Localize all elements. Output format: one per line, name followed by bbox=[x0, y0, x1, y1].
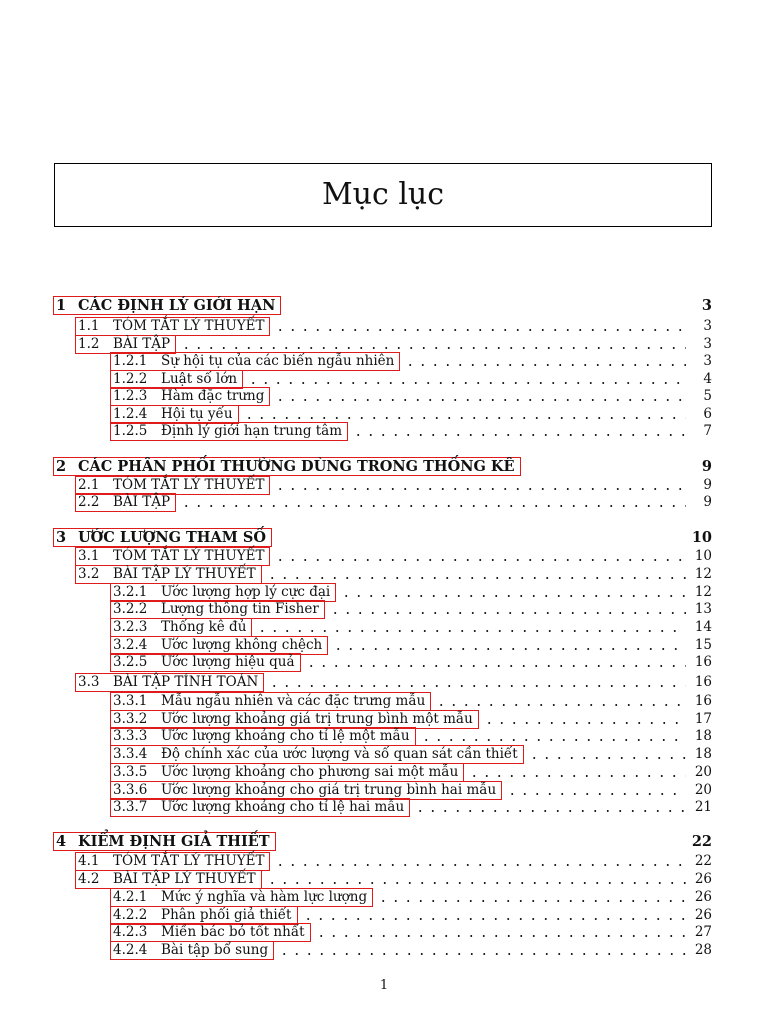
page-number: 1 bbox=[379, 978, 389, 993]
toc-entry-page: 16 bbox=[694, 674, 712, 690]
toc-entry[interactable] bbox=[0, 653, 768, 671]
toc-entry-title: Mức ý nghĩa và hàm lực lượng bbox=[161, 889, 368, 905]
toc-entry-number: 4.1 bbox=[78, 853, 100, 869]
dot-leader bbox=[274, 559, 686, 561]
dot-leader bbox=[506, 793, 686, 795]
dot-leader bbox=[305, 665, 686, 667]
dot-leader bbox=[243, 417, 686, 419]
toc-entry[interactable] bbox=[0, 370, 768, 388]
toc-entry-number: 4.2.3 bbox=[113, 924, 148, 940]
toc-entry-page: 26 bbox=[694, 889, 712, 905]
toc-entry-number: 1.2.3 bbox=[113, 388, 148, 404]
toc-entry[interactable] bbox=[0, 296, 768, 314]
toc-entry[interactable] bbox=[0, 798, 768, 816]
toc-entry-page: 6 bbox=[703, 406, 712, 422]
toc-entry-number: 3.3.5 bbox=[113, 764, 148, 780]
toc-entry-number: 3.1 bbox=[78, 548, 100, 564]
toc-entry-title: Sự hội tụ của các biến ngẫu nhiên bbox=[161, 353, 395, 369]
toc-entry[interactable] bbox=[0, 781, 768, 799]
toc-entry[interactable] bbox=[0, 692, 768, 710]
toc-entry-title: Ước lượng không chệch bbox=[161, 637, 323, 653]
toc-entry-page: 12 bbox=[694, 566, 712, 582]
toc-entry-number: 3.2.4 bbox=[113, 637, 148, 653]
toc-entry-page: 14 bbox=[694, 619, 712, 635]
dot-leader bbox=[377, 900, 686, 902]
toc-entry-number: 1 bbox=[56, 297, 67, 314]
dot-leader bbox=[302, 918, 686, 920]
toc-entry-page: 22 bbox=[691, 833, 712, 850]
toc-entry-page: 15 bbox=[694, 637, 712, 653]
toc-entry-number: 3.2.1 bbox=[113, 584, 148, 600]
toc-entry[interactable] bbox=[0, 763, 768, 781]
toc-entry-title: TÓM TẮT LÝ THUYẾT bbox=[113, 853, 265, 869]
toc-entry-title: CÁC PHÂN PHỐI THƯỜNG DÙNG TRONG THỐNG KÊ bbox=[78, 458, 515, 475]
toc-entry-number: 4.2.4 bbox=[113, 942, 148, 958]
toc-heading: Mục lục bbox=[321, 177, 445, 212]
toc-entry-page: 26 bbox=[694, 871, 712, 887]
toc-entry-title: TÓM TẮT LÝ THUYẾT bbox=[113, 318, 265, 334]
dot-leader bbox=[274, 864, 686, 866]
toc-entry-title: Ước lượng khoảng cho giá trị trung bình hai mẫu bbox=[161, 782, 497, 798]
toc-entry-number: 2.1 bbox=[78, 477, 100, 493]
toc-entry-title: Ước lượng khoảng cho phương sai một mẫu bbox=[161, 764, 459, 780]
toc-entry[interactable] bbox=[0, 317, 768, 335]
toc-entry-title: Độ chính xác của ước lượng và số quan sát cần thiết bbox=[161, 746, 518, 762]
toc-entry[interactable] bbox=[0, 832, 768, 850]
toc-entry[interactable] bbox=[0, 600, 768, 618]
toc-entry-title: Thống kê đủ bbox=[161, 619, 247, 635]
toc-entry[interactable] bbox=[0, 727, 768, 745]
toc-entry[interactable] bbox=[0, 870, 768, 888]
dot-leader bbox=[256, 630, 686, 632]
toc-entry-number: 4.2.2 bbox=[113, 907, 148, 923]
dot-leader bbox=[483, 722, 686, 724]
toc-entry-number: 1.2.4 bbox=[113, 406, 148, 422]
dot-leader bbox=[180, 347, 686, 349]
toc-entry-page: 9 bbox=[701, 458, 712, 475]
toc-entry-number: 3.3.4 bbox=[113, 746, 148, 762]
toc-entry-page: 16 bbox=[694, 693, 712, 709]
dot-leader bbox=[274, 488, 686, 490]
toc-entry[interactable] bbox=[0, 941, 768, 959]
toc-entry-title: ƯỚC LƯỢNG THAM SỐ bbox=[78, 529, 266, 546]
toc-entry-title: TÓM TẮT LÝ THUYẾT bbox=[113, 548, 265, 564]
toc-entry-page: 3 bbox=[703, 353, 712, 369]
toc-entry[interactable] bbox=[0, 493, 768, 511]
toc-entry-page: 22 bbox=[694, 853, 712, 869]
toc-entry-page: 16 bbox=[694, 654, 712, 670]
toc-entry-page: 3 bbox=[703, 336, 712, 352]
toc-entry-page: 3 bbox=[701, 297, 712, 314]
toc-entry-page: 20 bbox=[694, 782, 712, 798]
toc-entry-page: 17 bbox=[694, 711, 712, 727]
dot-leader bbox=[329, 612, 686, 614]
toc-entry-number: 1.2.2 bbox=[113, 371, 148, 387]
toc-entry[interactable] bbox=[0, 673, 768, 691]
toc-entry[interactable] bbox=[0, 636, 768, 654]
toc-entry-title: BÀI TẬP TÍNH TOÁN bbox=[113, 674, 259, 690]
toc-entry-page: 20 bbox=[694, 764, 712, 780]
dot-leader bbox=[180, 505, 686, 507]
toc-entry[interactable] bbox=[0, 618, 768, 636]
toc-entry[interactable] bbox=[0, 405, 768, 423]
dot-leader bbox=[268, 685, 686, 687]
toc-entry-page: 27 bbox=[694, 924, 712, 940]
toc-entry-number: 3.2.3 bbox=[113, 619, 148, 635]
toc-entry-number: 4.2 bbox=[78, 871, 100, 887]
toc-entry-title: Miền bác bỏ tốt nhất bbox=[161, 924, 305, 940]
toc-entry[interactable] bbox=[0, 565, 768, 583]
toc-entry[interactable] bbox=[0, 583, 768, 601]
toc-entry-page: 28 bbox=[694, 942, 712, 958]
toc-entry-number: 1.2.1 bbox=[113, 353, 148, 369]
toc-entry-title: Lượng thông tin Fisher bbox=[161, 601, 319, 617]
toc-entry-page: 10 bbox=[691, 529, 712, 546]
toc-entry-number: 3.3 bbox=[78, 674, 100, 690]
toc-entry[interactable] bbox=[0, 710, 768, 728]
toc-entry-title: Ước lượng hiệu quả bbox=[161, 654, 295, 670]
toc-entry[interactable] bbox=[0, 422, 768, 440]
toc-entry-number: 3.3.6 bbox=[113, 782, 148, 798]
toc-entry-title: Luật số lớn bbox=[161, 371, 238, 387]
toc-entry-title: Hàm đặc trưng bbox=[161, 388, 265, 404]
toc-entry[interactable] bbox=[0, 852, 768, 870]
toc-entry-number: 3.3.2 bbox=[113, 711, 148, 727]
toc-entry-page: 18 bbox=[694, 728, 712, 744]
toc-entry-title: Ước lượng hợp lý cực đại bbox=[161, 584, 331, 600]
toc-entry-title: Định lý giới hạn trung tâm bbox=[161, 423, 343, 439]
dot-leader bbox=[266, 882, 686, 884]
toc-entry-title: Hội tụ yếu bbox=[161, 406, 233, 422]
toc-entry[interactable] bbox=[0, 923, 768, 941]
dot-leader bbox=[274, 329, 686, 331]
dot-leader bbox=[278, 953, 686, 955]
toc-entry-title: BÀI TẬP bbox=[113, 494, 171, 510]
dot-leader bbox=[315, 935, 686, 937]
toc-entry-number: 1.2 bbox=[78, 336, 100, 352]
toc-entry-page: 3 bbox=[703, 318, 712, 334]
toc-entry[interactable] bbox=[0, 387, 768, 405]
toc-entry-title: KIỂM ĐỊNH GIẢ THIẾT bbox=[78, 833, 270, 850]
toc-entry-page: 10 bbox=[694, 548, 712, 564]
toc-entry-number: 1.2.5 bbox=[113, 423, 148, 439]
toc-entry-number: 1.1 bbox=[78, 318, 100, 334]
toc-entry-number: 2 bbox=[56, 458, 67, 475]
dot-leader bbox=[435, 704, 686, 706]
toc-entry-title: Ước lượng khoảng cho tỉ lệ một mẫu bbox=[161, 728, 410, 744]
dot-leader bbox=[414, 810, 686, 812]
toc-entry-title: TÓM TẮT LÝ THUYẾT bbox=[113, 477, 265, 493]
toc-entry-number: 3.2 bbox=[78, 566, 100, 582]
toc-entry-number: 3.2.2 bbox=[113, 601, 148, 617]
toc-entry-number: 4 bbox=[56, 833, 67, 850]
toc-entry-title: Phân phối giả thiết bbox=[161, 907, 292, 923]
toc-entry-number: 3.2.5 bbox=[113, 654, 148, 670]
toc-entry-title: Ước lượng khoảng giá trị trung bình một mẫu bbox=[161, 711, 473, 727]
toc-entry-page: 9 bbox=[703, 477, 712, 493]
toc-entry[interactable] bbox=[0, 528, 768, 546]
dot-leader bbox=[332, 648, 686, 650]
toc-entry-number: 2.2 bbox=[78, 494, 100, 510]
toc-entry-title: BÀI TẬP LÝ THUYẾT bbox=[113, 871, 256, 887]
toc-entry-page: 12 bbox=[694, 584, 712, 600]
toc-entry-title: CÁC ĐỊNH LÝ GIỚI HẠN bbox=[78, 297, 276, 314]
toc-entry[interactable] bbox=[0, 888, 768, 906]
dot-leader bbox=[340, 595, 686, 597]
toc-entry-page: 21 bbox=[694, 799, 712, 815]
dot-leader bbox=[468, 775, 686, 777]
toc-entry-page: 4 bbox=[703, 371, 712, 387]
toc-entry[interactable] bbox=[0, 547, 768, 565]
toc-entry-title: Ước lượng khoảng cho tỉ lệ hai mẫu bbox=[161, 799, 405, 815]
dot-leader bbox=[247, 382, 686, 384]
toc-entry-page: 7 bbox=[703, 423, 712, 439]
dot-leader bbox=[528, 757, 686, 759]
toc-entry-number: 4.2.1 bbox=[113, 889, 148, 905]
toc-entry-title: BÀI TẬP LÝ THUYẾT bbox=[113, 566, 256, 582]
toc-entry[interactable] bbox=[0, 457, 768, 475]
dot-leader bbox=[274, 399, 686, 401]
toc-entry[interactable] bbox=[0, 476, 768, 494]
toc-entry[interactable] bbox=[0, 335, 768, 353]
toc-entry[interactable] bbox=[0, 745, 768, 763]
toc-entry-number: 3.3.7 bbox=[113, 799, 148, 815]
toc-entry-number: 3.3.3 bbox=[113, 728, 148, 744]
toc-entry-page: 18 bbox=[694, 746, 712, 762]
dot-leader bbox=[404, 364, 686, 366]
toc-entry-number: 3.3.1 bbox=[113, 693, 148, 709]
toc-entry-page: 26 bbox=[694, 907, 712, 923]
toc-entry-page: 13 bbox=[694, 601, 712, 617]
toc-entry[interactable] bbox=[0, 352, 768, 370]
toc-entry-title: Bài tập bổ sung bbox=[161, 942, 269, 958]
toc-entry-title: Mẫu ngẫu nhiên và các đặc trưng mẫu bbox=[161, 693, 426, 709]
toc-entry-title: BÀI TẬP bbox=[113, 336, 171, 352]
toc-entry-number: 3 bbox=[56, 529, 67, 546]
toc-entry-page: 5 bbox=[703, 388, 712, 404]
toc-entry-page: 9 bbox=[703, 494, 712, 510]
dot-leader bbox=[266, 577, 686, 579]
dot-leader bbox=[352, 434, 686, 436]
toc-entry[interactable] bbox=[0, 906, 768, 924]
dot-leader bbox=[420, 739, 686, 741]
